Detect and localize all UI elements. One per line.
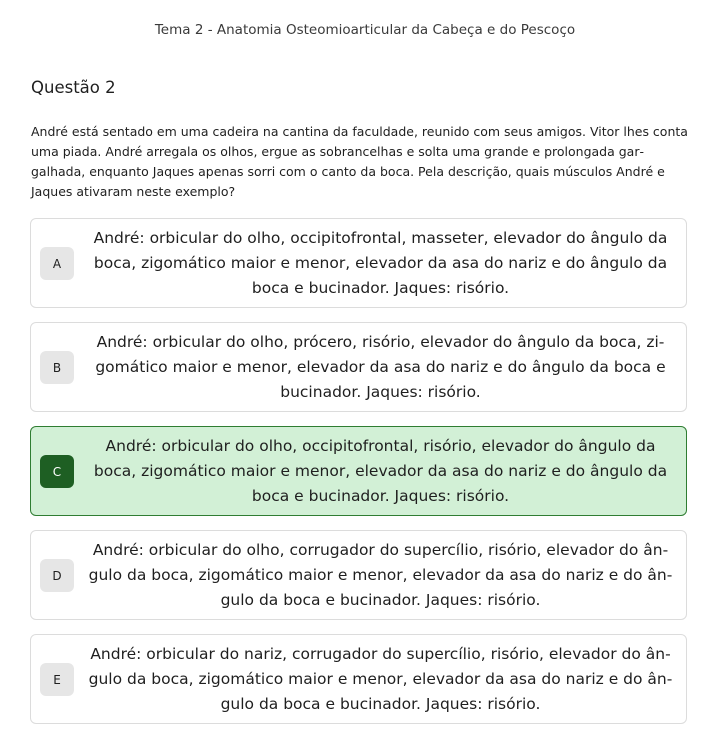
option-text: André: orbicular do olho, prócero, risório, elevador do ângulo da boca, zigomático maior e menor, elevador da asa do nariz e do ângulo da boca e bucinador. Jaques: risório. — [95, 332, 666, 401]
option-c[interactable] — [30, 426, 687, 516]
question-text: André está sentado em uma cadeira na cantina da faculdade, reunido com seus amigos. Vitor lhes conta uma piada. André arregala os olhos, ergue as sobrancelhas e solta uma grande e prolongada gargalhada, enquanto Jaques apenas sorri com o canto da boca. Pela descrição, quais músculos André e Jaques ativaram neste exemplo? — [31, 124, 688, 199]
question-title: Questão 2 — [31, 78, 116, 97]
answer-options — [30, 218, 687, 730]
option-a[interactable] — [30, 218, 687, 308]
option-d[interactable] — [30, 530, 687, 620]
option-text: André: orbicular do olho, occipitofrontal, risório, elevador do ângulo da boca, zigomático maior e menor, elevador da asa do nariz e do ângulo da boca e bucinador. Jaques: risório. — [93, 436, 668, 505]
option-letter-badge[interactable]: B — [40, 351, 74, 384]
option-letter-badge[interactable]: A — [40, 247, 74, 280]
option-b[interactable] — [30, 322, 687, 412]
option-text: André: orbicular do nariz, corrugador do supercílio, risório, elevador do ângulo da boca, zigomático maior e menor, elevador da asa do nariz e do ângulo da boca e bucinador. Jaques: risório. — [88, 644, 673, 713]
option-text: André: orbicular do olho, occipitofrontal, masseter, elevador do ângulo da boca, zigomático maior e menor, elevador da asa do nariz e do ângulo da boca e bucinador. Jaques: risório. — [93, 228, 668, 297]
option-text: André: orbicular do olho, corrugador do supercílio, risório, elevador do ângulo da boca, zigomático maior e menor, elevador da asa do nariz e do ângulo da boca e bucinador. Jaques: risório. — [88, 540, 673, 609]
page-header: Tema 2 - Anatomia Osteomioarticular da Cabeça e do Pescoço — [154, 22, 576, 38]
option-letter-badge[interactable]: D — [40, 559, 74, 592]
option-letter-badge[interactable]: E — [40, 663, 74, 696]
option-e[interactable] — [30, 634, 687, 724]
option-letter-badge[interactable]: C — [40, 455, 74, 488]
